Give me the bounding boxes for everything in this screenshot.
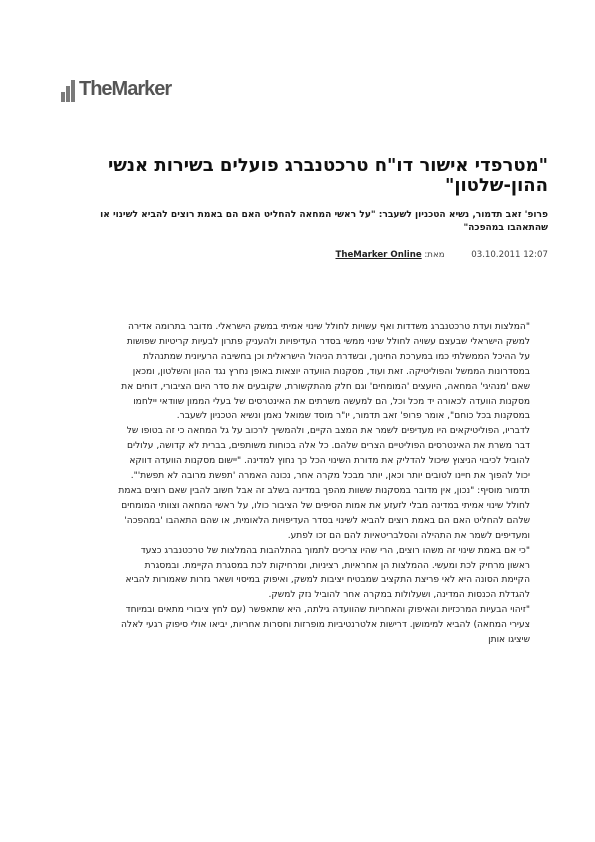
byline-label: מאת: <box>424 250 445 260</box>
source-link[interactable]: TheMarker Online <box>335 250 422 260</box>
article-paragraph: תדמור מוסיף: "נכון, אין מדובר במסקנות ששוות מהפך במדינה בשלב זה אבל חשוב להבין שאם רוצים באמת לחולל שינוי אמיתי במדינה מבלי לזעזע את אמות הסיפים של הציבור כולו, על ראשי המחאה וצוותי המומחים שלהם להחליט האם הם באמת רוצים להביא לשינוי בסדר העדיפויות הלאומית, או שהם התאהבו 'במהפכה' ומעדיפים לשמר את התהילה והסלבריטאיות להם הם זכו לפתע. <box>118 485 530 541</box>
publish-date: 03.10.2011 <box>471 250 521 260</box>
themarker-logo[interactable] <box>61 76 171 102</box>
logo-bars-icon <box>61 76 76 102</box>
article-headline: "מטרפדי אישור דו"ח טרכטנברג פועלים בשירות אנשי ההון-שלטון" <box>107 155 548 196</box>
article-paragraph: לדבריו, הפוליטיקאים היו מעדיפים לשמר את המצב הקיים, ולהמשיך לרכוב על גל המחאה כי זה בטופו של דבר משרת את האינטרסים הפוליטיים הצרים שלהם. כל אלה בכוחות משותפים, בברית לא קדושה, עלולים להוביל לכיבוי הניצוץ שיכול להדליק את מדורת השינוי הכל כך נחוץ למדינה. "יישום מסקנות הוועדה דווקא יכול להפוך את חיינו לטובים יותר וכאן, יותר מבכל מקרה אחר, נכונה האמרה 'תפשת מרובה לא תפשת'". <box>126 426 530 482</box>
article-paragraph: "המלצות ועדת טרכטנברג משדדות ואף עשויות לחולל שינוי אמיתי במשק הישראלי. מדובר בתרומה אדירה למשק הישראלי שבעצם עשויה לחולל שינוי ממשי בסדר העדיפויות ולהעניק פתרון לבעיות קריטיות שפושות על ההיכל הממשלתי כמו במערכת החינוך, ובשדרת הניהול הישראלית וכן בחשיבה הרעיונית שמתנהלת במסדרונות הממשל והפוליטיקה. זאת ועוד, מסקנות הוועדה יוצאות באופן נחרץ נגד ההון והשלטון, ומכאן שאם 'מנהיגי' המחאה, היועצים 'המומחים' וגם חלק מהתקשורת, שקובעים את סדר היום הציבורי, דוחים את מסקנות הוועדה לכאורה יד מכל וכל, הם למעשה משרתים את האינטרסים של בעלי הממון שוודאי יילחמו במסקנות בכל כוחם", אומר פרופ' זאב תדמור, יו"ר מוסד שמואל נאמן ונשיא הטכניון לשעבר. <box>121 322 530 422</box>
article-subtitle: פרופ' זאב תדמור, נשיא הטכניון לשעבר: "על ראשי המחאה להחליט האם הם באמת רוצים להביא לשינוי או שהתאהבו במהפכה" <box>100 210 548 233</box>
article-body <box>116 320 530 648</box>
article-paragraph: "זיהוי הבעיות המרכזיות והאיפוק והאחריות שהוועדה גילתה, היא שתאפשר (עם לחץ ציבורי מתאים ובמיוחד צעירי המחאה) להביא למימושן. דרישות אלטרנטיביות מופרזות וחסרות אחריות, יביאו אולי סיפוק רגעי לאלה שיציגו אותן <box>121 605 530 646</box>
article-paragraph: "כי אם באמת שינוי זה משהו רוצים, הרי שהיו צריכים לתמוך בהתלהבות בהמלצות של טרכטנברג כצעד ראשון מרחיק לכת ומעשי. ההמלצות הן אחראיות, רציניות, ומרחיקות לכת במסגרת הקיימת. ובמסגרת הקיימת הסונה היא לאי פריצת התקציב שמבטיח יציבות למשק, ואיפוק במיסוי ושאר גזרות שאמורות להביא להגדלת הכנסות המדינה, ושעלולות במקרה אחר להוביל נזק למשק. <box>125 545 530 601</box>
publish-time: 12:07 <box>523 250 548 260</box>
logo-text: TheMarker <box>79 78 172 100</box>
article-meta <box>96 249 548 261</box>
